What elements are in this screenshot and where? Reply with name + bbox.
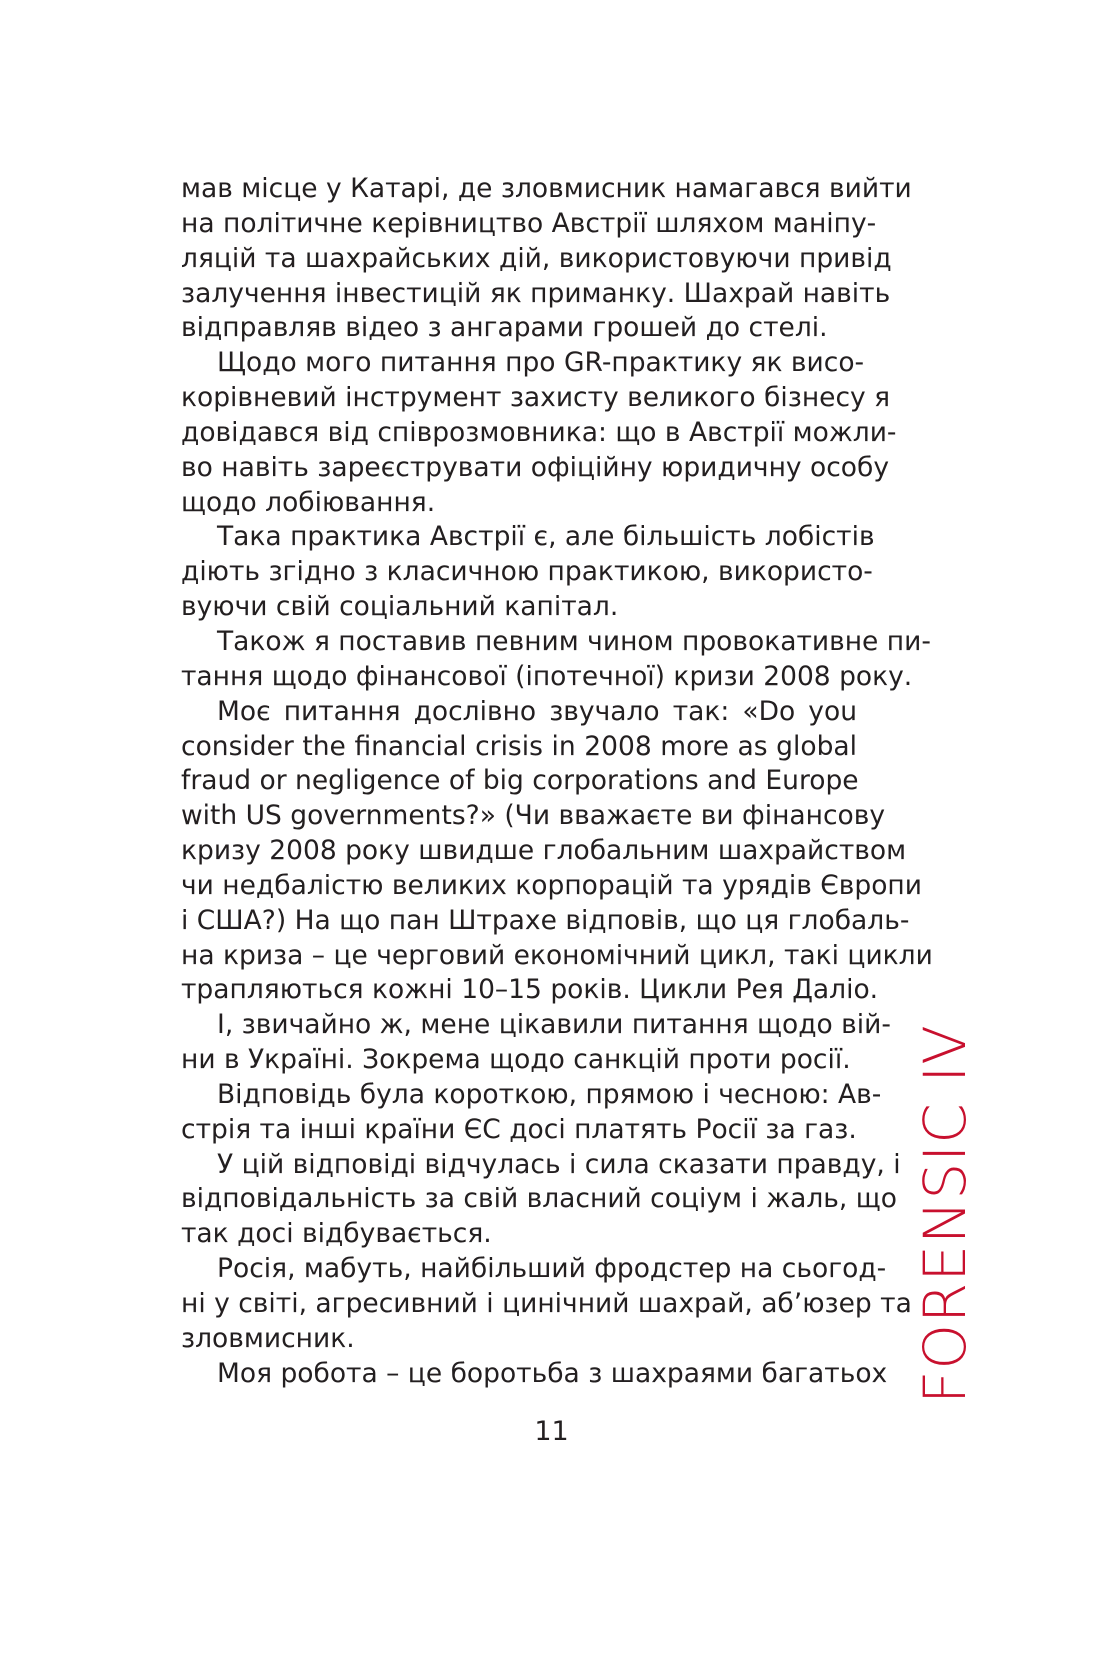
text-line: Росія, мабуть, найбільший фродстер на сьогод- bbox=[217, 1253, 887, 1285]
page-number: 11 bbox=[534, 1416, 569, 1447]
text-line: на криза – це черговий економічний цикл, такі цикли bbox=[181, 939, 933, 971]
text-line: ні у світі, агресивний і цинічний шахрай, аб’юзер та bbox=[181, 1288, 912, 1319]
text-line: ни в Україні. Зокрема щодо санкцій проти росії. bbox=[181, 1044, 851, 1076]
text-line: ляцій та шахрайських дій, використовуючи привід bbox=[181, 242, 892, 274]
text-line: with US governments?» (Чи вважаєте ви фінансову bbox=[181, 800, 886, 832]
text-line: У цій відповіді відчулась і сила сказати правду, і bbox=[217, 1148, 901, 1180]
text-line: на політичне керівництво Австрії шляхом маніпу- bbox=[181, 207, 877, 239]
text-line: чи недбалістю великих корпорацій та урядів Європи bbox=[181, 869, 922, 901]
text-line: відправляв відео з ангарами грошей до стелі. bbox=[181, 312, 828, 344]
text-line: залучення інвестицій як приманку. Шахрай навіть bbox=[181, 277, 891, 309]
text-line: Моє питання дослівно звучало так: «Do you bbox=[217, 695, 857, 727]
text-line: Моя робота – це боротьба з шахраями багатьох bbox=[217, 1357, 888, 1389]
text-line: щодо лобіювання. bbox=[181, 486, 436, 518]
text-line: корівневий інструмент захисту великого бізнесу я bbox=[181, 382, 891, 414]
text-line: діють згідно з класичною практикою, використо- bbox=[181, 556, 873, 588]
text-line: consider the financial crisis in 2008 more as global bbox=[181, 730, 857, 762]
side-title: FORENSIC IV bbox=[911, 1024, 979, 1404]
text-line: стрія та інші країни ЄС досі платять Росії за газ. bbox=[181, 1113, 857, 1145]
text-line: Також я поставив певним чином провокативне пи- bbox=[217, 625, 931, 657]
text-line: кризу 2008 року швидше глобальним шахрайством bbox=[181, 835, 907, 867]
text-line: тання щодо фінансової (іпотечної) кризи 2008 року. bbox=[181, 660, 913, 692]
text-line: Відповідь була короткою, прямою і чесною: Ав- bbox=[217, 1078, 882, 1110]
text-line: І, звичайно ж, мене цікавили питання щодо вій- bbox=[217, 1009, 891, 1041]
text-line: і США?) На що пан Штрахе відповів, що ця глобаль- bbox=[181, 904, 910, 936]
text-line: во навіть зареєструвати офіційну юридичну особу bbox=[181, 451, 890, 483]
text-line: відповідальність за свій власний соціум і жаль, що bbox=[181, 1183, 897, 1215]
body-text bbox=[181, 172, 933, 1392]
text-line: так досі відбувається. bbox=[181, 1218, 492, 1250]
text-line: Щодо мого питання про GR-практику як висо- bbox=[217, 347, 865, 379]
text-line: мав місце у Катарі, де зловмисник намагався вийти bbox=[181, 173, 912, 204]
text-line: довідався від співрозмовника: що в Австрії можли- bbox=[181, 416, 897, 448]
text-line: Така практика Австрії є, але більшість лобістів bbox=[217, 521, 875, 553]
text-line: вуючи свій соціальний капітал. bbox=[181, 591, 619, 623]
text-line: fraud or negligence of big corporations and Europe bbox=[181, 765, 859, 797]
text-line: зловмисник. bbox=[181, 1322, 355, 1354]
text-line: трапляються кожні 10–15 років. Цикли Рея Даліо. bbox=[181, 974, 879, 1006]
